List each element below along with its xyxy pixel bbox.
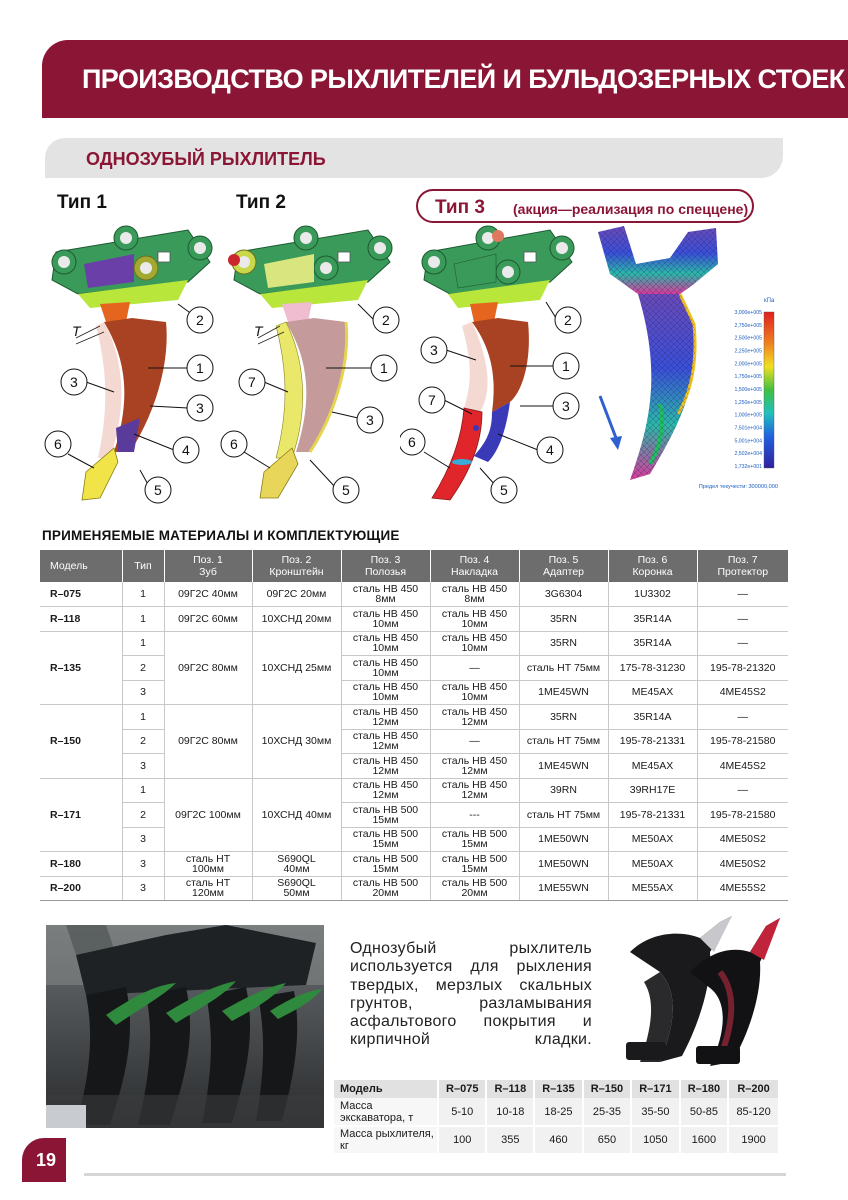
mass-row-label: Масса рыхлителя, кг — [334, 1126, 438, 1154]
table-cell: сталь НВ 500 20мм — [430, 876, 519, 901]
mass-row — [334, 1098, 779, 1126]
table-cell: — — [697, 607, 788, 632]
table-cell: 195-78-21320 — [697, 656, 788, 681]
callout-5: 5 — [342, 482, 350, 498]
callout-3: 3 — [70, 374, 78, 390]
mass-cell: 355 — [486, 1126, 534, 1154]
fea-yield-note: Предел текучести: 300000,000 — [698, 484, 778, 490]
table-header-cell: Поз. 2 Кронштейн — [252, 550, 341, 582]
table-cell: сталь НТ 120мм — [164, 876, 252, 901]
table-cell: сталь НВ 450 12мм — [430, 778, 519, 803]
mass-row-label: Масса экскаватора, т — [334, 1098, 438, 1126]
mass-table-header — [334, 1080, 779, 1098]
table-row — [40, 852, 788, 877]
table-cell: 195-78-21331 — [608, 729, 697, 754]
mass-cell: 5-10 — [438, 1098, 486, 1126]
fea-scale-label: 3,000e+005 — [734, 310, 762, 316]
table-cell: ME50AX — [608, 852, 697, 877]
table-cell: 1ME50WN — [519, 852, 608, 877]
table-cell: сталь НВ 450 12мм — [430, 754, 519, 779]
fea-scale-label: 2,500e+005 — [734, 335, 762, 342]
table-cell: сталь НВ 500 15мм — [430, 852, 519, 877]
mass-cell: 1900 — [728, 1126, 779, 1154]
table-cell: 4ME50S2 — [697, 827, 788, 852]
table-cell: 09Г2С 40мм — [164, 582, 252, 607]
fea-scale-label: 1,750e+005 — [734, 374, 762, 381]
table-cell: 2 — [122, 729, 164, 754]
table-cell: 1ME55WN — [519, 876, 608, 901]
fea-scale-labels — [734, 310, 762, 470]
type1-label: Тип 1 — [57, 192, 107, 213]
fea-scale-label: 1,000e+005 — [734, 412, 762, 419]
table-row — [40, 656, 788, 681]
table-cell: 195-78-21580 — [697, 803, 788, 828]
table-cell: 3 — [122, 827, 164, 852]
svg-text:T: T — [254, 323, 263, 339]
table-cell: сталь НВ 500 15мм — [341, 803, 430, 828]
mass-cell: 650 — [583, 1126, 631, 1154]
table-cell: сталь НВ 500 20мм — [341, 876, 430, 901]
table-header-cell: Поз. 1 Зуб — [164, 550, 252, 582]
table-cell: 39RH17E — [608, 778, 697, 803]
table-cell: 09Г2С 80мм — [164, 631, 252, 705]
mass-header-label: Модель — [334, 1080, 438, 1098]
table-row — [40, 803, 788, 828]
mass-header-model: R–135 — [534, 1080, 582, 1098]
table-cell: ME50AX — [608, 827, 697, 852]
model-cell: R–200 — [40, 876, 122, 901]
table-cell: сталь НТ 100мм — [164, 852, 252, 877]
table-cell: 10ХСНД 30мм — [252, 705, 341, 779]
footer-rule — [84, 1173, 786, 1176]
materials-table — [40, 550, 788, 901]
callout-6: 6 — [408, 434, 416, 450]
table-cell: 10ХСНД 25мм — [252, 631, 341, 705]
mass-header-model: R–150 — [583, 1080, 631, 1098]
page-number: 19 — [36, 1150, 57, 1170]
table-row — [40, 607, 788, 632]
mass-cell: 35-50 — [631, 1098, 679, 1126]
product-photo — [600, 912, 790, 1072]
table-cell: — — [697, 705, 788, 730]
mass-row — [334, 1126, 779, 1154]
callout-2: 2 — [196, 312, 204, 328]
table-cell: 09Г2С 20мм — [252, 582, 341, 607]
table-row — [40, 705, 788, 730]
callout-5: 5 — [154, 482, 162, 498]
fea-scale-label: 2,502e+004 — [734, 451, 762, 458]
page-number-badge — [22, 1138, 66, 1182]
mass-cell: 460 — [534, 1126, 582, 1154]
callout-3: 3 — [562, 398, 570, 414]
mass-cell: 85-120 — [728, 1098, 779, 1126]
type3-note: (акция—реализация по спеццене) — [513, 201, 749, 217]
table-cell: сталь НВ 450 8мм — [430, 582, 519, 607]
table-cell: 1 — [122, 778, 164, 803]
table-cell: 195-78-21331 — [608, 803, 697, 828]
table-cell: ME45AX — [608, 754, 697, 779]
callout-3: 3 — [366, 412, 374, 428]
mass-cell: 10-18 — [486, 1098, 534, 1126]
table-cell: 3 — [122, 754, 164, 779]
table-cell: 1ME45WN — [519, 680, 608, 705]
table-cell: сталь НВ 450 12мм — [341, 778, 430, 803]
materials-table-header — [40, 550, 788, 582]
table-cell: — — [430, 656, 519, 681]
table-cell: S690QL 40мм — [252, 852, 341, 877]
model-cell: R–150 — [40, 705, 122, 779]
table-cell: сталь НВ 450 12мм — [341, 729, 430, 754]
table-cell: 4ME55S2 — [697, 876, 788, 901]
callout-6: 6 — [54, 436, 62, 452]
table-cell: сталь НВ 450 10мм — [341, 607, 430, 632]
fea-scale-label: 1,732e+001 — [734, 464, 762, 470]
table-cell: 1ME50WN — [519, 827, 608, 852]
table-cell: сталь НВ 450 12мм — [341, 705, 430, 730]
type3-label: Тип 3 — [435, 197, 485, 218]
page-title: ПРОИЗВОДСТВО РЫХЛИТЕЛЕЙ И БУЛЬДОЗЕРНЫХ СТОЕК — [82, 64, 845, 94]
table-cell: сталь НВ 450 10мм — [430, 680, 519, 705]
table-cell: 1 — [122, 607, 164, 632]
table-cell: 3G6304 — [519, 582, 608, 607]
table-cell: 3 — [122, 852, 164, 877]
fea-unit: кПа — [764, 298, 775, 304]
fea-stress-analysis — [590, 224, 788, 504]
callout-5: 5 — [500, 482, 508, 498]
mass-header-model: R–075 — [438, 1080, 486, 1098]
table-cell: 09Г2С 100мм — [164, 778, 252, 852]
table-header-cell: Поз. 7 Протектор — [697, 550, 788, 582]
table-cell: 35R14A — [608, 705, 697, 730]
callout-2: 2 — [564, 312, 572, 328]
table-cell: 1 — [122, 705, 164, 730]
table-row — [40, 876, 788, 901]
materials-title: ПРИМЕНЯЕМЫЕ МАТЕРИАЛЫ И КОМПЛЕКТУЮЩИЕ — [42, 528, 400, 543]
table-cell: 35R14A — [608, 607, 697, 632]
table-cell: сталь НВ 450 10мм — [341, 656, 430, 681]
table-cell: сталь НВ 450 10мм — [430, 631, 519, 656]
callout-7: 7 — [428, 392, 436, 408]
mass-cell: 100 — [438, 1126, 486, 1154]
table-cell: 3 — [122, 876, 164, 901]
description-text: Однозубый рыхлитель используется для рыхления твердых, мерзлых скальных грунтов, разламывания асфальтового покрытия и кирпичной кладки. — [350, 940, 592, 1049]
table-cell: 1 — [122, 582, 164, 607]
callout-3: 3 — [196, 400, 204, 416]
type3-badge — [416, 189, 754, 223]
model-cell: R–180 — [40, 852, 122, 877]
mass-cell: 50-85 — [680, 1098, 728, 1126]
table-header-cell: Модель — [40, 550, 122, 582]
callout-3: 3 — [430, 342, 438, 358]
table-cell: сталь НВ 450 10мм — [430, 607, 519, 632]
table-cell: 35R14A — [608, 631, 697, 656]
fea-scale-label: 2,000e+005 — [734, 361, 762, 368]
mass-header-model: R–171 — [631, 1080, 679, 1098]
callout-1: 1 — [196, 360, 204, 376]
table-cell: сталь НВ 500 15мм — [341, 852, 430, 877]
table-cell: — — [697, 582, 788, 607]
table-cell: сталь НВ 500 15мм — [341, 827, 430, 852]
table-cell: 3 — [122, 680, 164, 705]
table-cell: 1ME45WN — [519, 754, 608, 779]
fea-scale-label: 2,250e+005 — [734, 348, 762, 355]
mass-cell: 18-25 — [534, 1098, 582, 1126]
table-cell: 35RN — [519, 631, 608, 656]
table-cell: --- — [430, 803, 519, 828]
table-cell: 1U3302 — [608, 582, 697, 607]
callout-4: 4 — [546, 442, 554, 458]
table-cell: 10ХСНД 20мм — [252, 607, 341, 632]
fea-scale-label: 1,250e+005 — [734, 399, 762, 406]
workshop-photo — [46, 925, 324, 1128]
table-cell: 09Г2С 80мм — [164, 705, 252, 779]
table-cell: 2 — [122, 656, 164, 681]
fea-scale-label: 1,500e+005 — [734, 387, 762, 393]
mass-cell: 25-35 — [583, 1098, 631, 1126]
table-cell: 4ME45S2 — [697, 754, 788, 779]
model-cell: R–171 — [40, 778, 122, 852]
type2-label: Тип 2 — [236, 192, 286, 213]
table-header-cell: Поз. 4 Накладка — [430, 550, 519, 582]
table-cell: 09Г2С 60мм — [164, 607, 252, 632]
table-cell: сталь НВ 450 8мм — [341, 582, 430, 607]
fea-scale-label: 5,001e+004 — [734, 438, 762, 445]
mass-cell: 1050 — [631, 1126, 679, 1154]
table-cell: сталь НВ 450 12мм — [430, 705, 519, 730]
svg-text:T: T — [72, 323, 81, 339]
fea-scale-label: 2,750e+005 — [734, 322, 762, 329]
table-cell: сталь НВ 500 15мм — [430, 827, 519, 852]
mass-table — [334, 1080, 780, 1155]
table-cell: сталь НВ 450 12мм — [341, 754, 430, 779]
table-cell: 195-78-21580 — [697, 729, 788, 754]
table-cell: 1 — [122, 631, 164, 656]
table-cell: сталь НВ 450 10мм — [341, 680, 430, 705]
model-cell: R–075 — [40, 582, 122, 607]
table-row — [40, 582, 788, 607]
table-header-cell: Поз. 5 Адаптер — [519, 550, 608, 582]
table-header-cell: Поз. 3 Полозья — [341, 550, 430, 582]
table-row — [40, 631, 788, 656]
fea-scale-label: 7,501e+004 — [734, 425, 762, 432]
callout-6: 6 — [230, 436, 238, 452]
table-cell: 2 — [122, 803, 164, 828]
table-cell: 4ME45S2 — [697, 680, 788, 705]
callout-7: 7 — [248, 374, 256, 390]
callout-4: 4 — [182, 442, 190, 458]
table-cell: — — [697, 631, 788, 656]
model-cell: R–118 — [40, 607, 122, 632]
ripper-type2-illustration — [218, 222, 408, 512]
table-cell: сталь НВ 450 10мм — [341, 631, 430, 656]
model-cell: R–135 — [40, 631, 122, 705]
table-cell: S690QL 50мм — [252, 876, 341, 901]
table-cell: ME55AX — [608, 876, 697, 901]
table-row — [40, 778, 788, 803]
table-row — [40, 754, 788, 779]
table-cell: ME45AX — [608, 680, 697, 705]
mass-cell: 1600 — [680, 1126, 728, 1154]
table-header-cell: Поз. 6 Коронка — [608, 550, 697, 582]
table-cell: сталь НТ 75мм — [519, 803, 608, 828]
table-cell: 39RN — [519, 778, 608, 803]
callout-1: 1 — [380, 360, 388, 376]
table-row — [40, 680, 788, 705]
table-header-cell: Тип — [122, 550, 164, 582]
callout-1: 1 — [562, 358, 570, 374]
table-cell: 4ME50S2 — [697, 852, 788, 877]
table-row — [40, 827, 788, 852]
table-cell: 10ХСНД 40мм — [252, 778, 341, 852]
callout-2: 2 — [382, 312, 390, 328]
table-cell: — — [430, 729, 519, 754]
mass-header-model: R–118 — [486, 1080, 534, 1098]
mass-header-model: R–180 — [680, 1080, 728, 1098]
table-cell: 35RN — [519, 705, 608, 730]
table-row — [40, 729, 788, 754]
table-cell: — — [697, 778, 788, 803]
ripper-type1-illustration — [38, 222, 218, 512]
table-cell: сталь НТ 75мм — [519, 729, 608, 754]
table-cell: 35RN — [519, 607, 608, 632]
section-title: ОДНОЗУБЫЙ РЫХЛИТЕЛЬ — [86, 149, 326, 169]
table-cell: сталь НТ 75мм — [519, 656, 608, 681]
ripper-type3-illustration — [400, 222, 590, 512]
table-cell: 175-78-31230 — [608, 656, 697, 681]
mass-header-model: R–200 — [728, 1080, 779, 1098]
